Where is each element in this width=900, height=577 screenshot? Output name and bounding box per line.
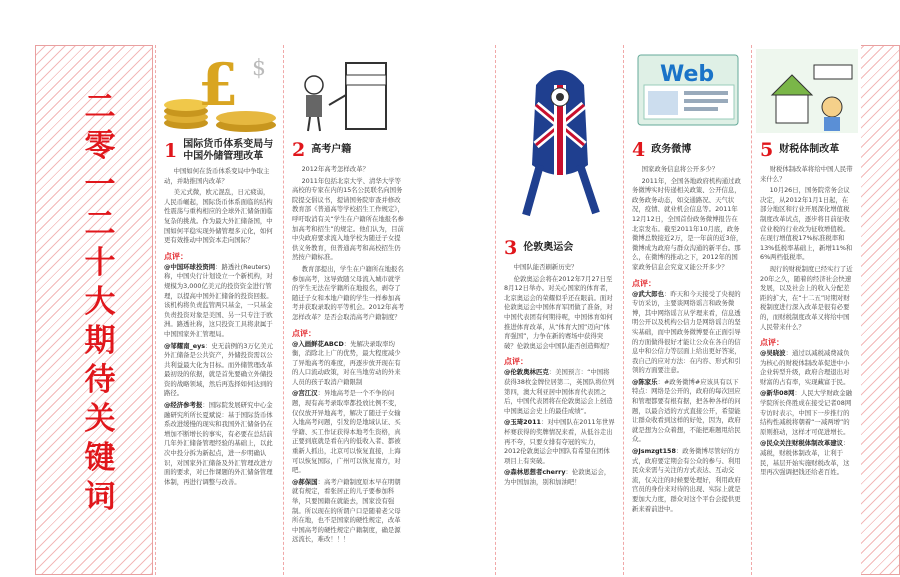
column-2-header <box>284 137 413 165</box>
title-char: 待 <box>84 362 116 398</box>
section-number: 3 <box>504 237 518 259</box>
weibo-illustration <box>624 45 751 137</box>
comment-author: @邹耀南_eys <box>164 341 206 350</box>
comment <box>752 349 861 387</box>
comment-author: @郝保国 <box>292 477 318 486</box>
column-4-header <box>624 137 751 165</box>
comment-author: @伦敦奥林匹克 <box>504 368 549 377</box>
section-number: 2 <box>292 139 306 161</box>
section-number: 4 <box>632 139 646 161</box>
comment-text: ：伦敦奥运会，为中国加油，别和加油吧！ <box>504 468 611 486</box>
comment-author: @玉琦2011 <box>504 418 541 427</box>
section-title: 高考户籍 <box>311 144 352 155</box>
comment <box>496 368 623 416</box>
web-weibo-icon <box>624 45 751 137</box>
body-paragraph: 美元式微，欧元混乱，日元疲弱，人民币崛起，国际货币体系面临的结构性震荡与重构相应的全球外汇储备面临复杂的挑战。作为最大外汇储备国，中国如何平稳实现外储管理多元化，如何更有效推动中国资本走向国际？ <box>164 188 273 245</box>
column-3-header <box>496 235 623 263</box>
comment-author: @武大郎也 <box>632 289 664 298</box>
comment <box>624 447 751 514</box>
body-paragraph: 伦敦奥运会将在2012年7月27日至8月12日举办。对关心国家的体育者，北京奥运会的荣耀似乎还在眼前。面对伦敦奥运会中国体育军团做了准备，对中国代表团有何期待呢，中国体育如何推进体育改革，从“体育大国”迈向“体育强国”，力争在新的赛场中获得突破？伦敦奥运会中国队能否创造辉煌？ <box>504 274 613 350</box>
section-title: 财税体制改革 <box>779 144 840 155</box>
comment <box>752 439 861 477</box>
title-char: 十 <box>84 245 116 281</box>
comment-text: ：高考户籍制度原本早在明朝就有规定，看张居正的儿子要参加科举，只要国籍在就能去，国家没有强制。所以现在的所谓户口是随着老父母所在地，也不是国家的硬性规定，改革中国高考的硬性规定户籍制度，确是源远流长，难改！！！ <box>292 477 401 544</box>
comment <box>156 263 283 340</box>
column-5-tax <box>751 45 861 575</box>
comment-label: 点评： <box>164 251 188 261</box>
column-1-header <box>156 137 283 167</box>
body-paragraph: 现行的财税制度已经实行了近20年之久，随着的经济社会快速发展，以及社会上的收入分配差距的扩大，在“十二五”时期对财税制度进行深入改革是很有必要的，而财税制度改革又将给中国人民带来什么？ <box>760 264 853 331</box>
comment-author: @吴晓波 <box>760 349 786 358</box>
comment-author: @经济参考报 <box>164 401 203 410</box>
title-line: 国际货币体系变局与 <box>183 139 274 150</box>
comment <box>624 378 751 445</box>
svg-text:$: $ <box>252 56 266 81</box>
comment-text: ：先解决录取率均衡，消除北上广的优势，最大程度减少了异地高考的难度，再逐步放开现在有的人口流动政策，对在当地劳动的外来人员的孩子取消户籍限制 <box>292 339 401 386</box>
comment <box>156 342 283 400</box>
comment-text: ：人民大学财政金融学院所长佟胜成在接受记者08网专访时表示，中国下一步推行的结构性减税将朝着“一减两增”的原则推动，这样才可促进增长。 <box>760 389 852 436</box>
column-3-olympics <box>495 45 623 575</box>
comment <box>496 418 623 466</box>
title-char: 一 <box>84 167 116 203</box>
comment-text: ：对中国队在2011年世界杯赛获得的奖牌情况来看，从低谷走出再不夸，只要女排有夺冠的实力，2012伦敦奥运会中国队有希望在团体项目上有突破。 <box>504 418 615 465</box>
body-paragraph: 国家政务信息将公开多少？ <box>641 165 719 173</box>
body-paragraph: 教育部提出，学生在户籍所在地报名参加高考，这导致随父母流入城市就学的学生无法在学籍所在地报名，剥夺了随迁子女和本地户籍的学生一样参加高考并获取录取的平等机会。2012年高考怎样改革？是否会取消高考户籍制度？ <box>292 264 405 321</box>
comment <box>624 290 751 376</box>
section-title <box>183 139 273 163</box>
comment-text: ：路透社(Reuters)称，中国央行计划设立一个新机构，对规模为3,000亿美元的投资资金进行管理，以提高中国外汇储备的投资回报。该机构将负责监管两只基金，一只基金负责投资对象是美国、另一只专注于欧洲。路透社称，这只投资工具将隶属于中国国家外汇管理局。 <box>164 262 273 338</box>
vertical-title <box>80 88 120 517</box>
comment-text: ：昨天和今天接受了央视的专访采访，主要谈网络谣言和政务微博，其中网络谣言从学理来看，信息透明公开以及机构公信力是网络谣言的坚实基础，而中国政务微博要在正面引导的方面做得很好才能让公众在各自的信息中和公信力等层面上给出更好答案，我自己的应对方法：在内容、形式和引领的方面要注意。 <box>632 289 741 375</box>
column-4-weibo <box>623 45 751 575</box>
svg-text:Web: Web <box>660 62 715 87</box>
comment-text: ：美国预言：“中国将获得38枚金牌位居第二，英国队将位列第四，澳大利亚居中国体育代表团之后，中国代表团将在伦敦奥运会上创造中国奥运会史上的最佳成绩”。 <box>504 368 615 415</box>
comment-label: 点评： <box>504 357 528 367</box>
tax-illustration <box>752 45 861 137</box>
title-line: 中国外储管理改革 <box>183 151 264 162</box>
house-tax-icon <box>752 45 861 137</box>
comment-label: 点评： <box>632 278 656 288</box>
title-char: 二 <box>84 89 116 125</box>
comment-text: ：通过以减税减费减负为核心的财税体制改革促进中小企业转型升级，政府合理退出对财富的占有率，实现藏富于民。 <box>760 349 850 386</box>
comment <box>752 389 861 437</box>
svg-text:£: £ <box>198 51 239 119</box>
comment-text: ：史无前例的3万亿美元外汇储备是公共资产，外储投资需以公共利益最大化为目标。而外储管理改革最初设的依据，就是首先要确立外储投资的战略领域，然后再选择如何达到的路径。 <box>164 341 274 398</box>
university-gate-icon <box>284 45 413 137</box>
comment-author: @陈家乐 <box>632 377 658 386</box>
currency-illustration <box>156 45 283 137</box>
column-1-currency <box>155 45 283 575</box>
body-paragraph: 中国队能否刷新历史？ <box>513 263 578 271</box>
comment-author: @宫江汉 <box>292 389 318 398</box>
title-char: 关 <box>84 401 116 437</box>
comment <box>284 340 413 388</box>
title-char: 期 <box>84 323 116 359</box>
pound-coins-icon <box>156 45 283 137</box>
body-paragraph: 2011年包括北京大学、清华大学等高校的专家在内的15名公民联名向国务院提交倡议书，提请国务院审查并修改教育部《普通高等学校招生工作规定》，呼吁取消有关“学生在户籍所在地报名参加高考和招生”的规定。他们认为，目前中央政府要求流入地学校为随迁子女提供义务教育，但普通高考和高校招生仍然按户籍标准。 <box>292 176 404 262</box>
olympic-mascot-icon <box>496 45 623 235</box>
title-char: 词 <box>84 479 116 515</box>
comment <box>284 478 413 545</box>
comment-label: 点评： <box>760 338 784 348</box>
body-paragraph: 2012年高考怎样改革？ <box>301 165 369 173</box>
title-char: 大 <box>84 284 116 320</box>
comment-text: ：政务微博尽管好的方式，政府要定期会有公众的参与、利用民众来需与关注的方式表达、互动交流，仅关注的时候要处理好，利用政府官员的身份来对待的出现、实际上就是要加大力度，群众对这个平台会提供更新来着前进中。 <box>632 447 741 513</box>
comment <box>284 389 413 475</box>
title-char: 零 <box>84 128 116 164</box>
section-number: 5 <box>760 139 774 161</box>
comment-text: ：#政务微博#应该具有以下特点：网络是公开的，政府的每次回应和管理都要有根有据，把各种各样的问题，以最合适的方式直接公开，希望能让群众收看到这样的好处，因为，政府就是想为公众着想，不能把难题甩给民众。 <box>632 377 741 444</box>
title-char: 二 <box>84 206 116 242</box>
comment-author: @中国环球投资网 <box>164 262 216 271</box>
body-paragraph: 财税体制改革将给中国人民带来什么？ <box>760 165 853 183</box>
body-paragraph: 2011年，全国各地政府机构通过政务微博实时传递相关政策、公开信息，政务政务动态，如交通路况、天气状况，疫情、就业机会信息等。2011年12月12日，全国首份政务微博报告在北京发布。截至2011年10月底，政务微博总数接近2万，是一年前的近3倍，微博成为政府与群众沟通的新平台。那么，在微博的推动之下，2012年的国家政务信息会究竟又能公开多少？ <box>632 176 743 271</box>
section-title: 伦敦奥运会 <box>523 242 574 253</box>
comment-author: @森林思想者cherry <box>504 468 566 477</box>
section-number: 1 <box>164 140 178 162</box>
comment-text: ：减税，财税体制改革，让利于民，基层开始实施财税改革，这里再次强调把钱还给老百姓。 <box>760 439 850 477</box>
comment-author: @Jsmzgt158 <box>632 447 676 456</box>
comment-author: @入画鲜花ABCD <box>292 339 344 348</box>
mascot-illustration <box>496 45 623 235</box>
comment <box>156 401 283 487</box>
section-title: 政务微博 <box>651 144 692 155</box>
comment-author: @民众关注财税体制改革建议 <box>760 439 844 448</box>
gaokao-illustration <box>284 45 413 137</box>
comment-label: 点评： <box>292 328 316 338</box>
comment-text: ：异地高考是一个不争的问题，现有高考录取率都投放比例不变，仅仅放开异地高考，解决了随迁子女输入地高考问题，引发的是地域认证、买学籍、买工作证获得本地考生资格，真正要到底就是看在内的低收入者、都被重新人抓出，北京可以恢复直接，上海可以恢复国际，广州可以恢复南方，对吧。 <box>292 389 401 475</box>
title-char: 键 <box>84 440 116 476</box>
comment-author: @新华08网 <box>760 389 795 398</box>
comment-text: ：国际院发展研究中心金融研究所所长夏斌说：基于国际货币体系改进缓慢的现实和我国外汇储备仍在增加不断增长的事实，有必要在总结前几年外汇储备管理经验的基础上，以此次中投分拆为新起点，进一步明确认识，对国家外汇储备及外汇管理改进方面的要求，对已作课题的外汇储备管理体制，再进行调整与改善。 <box>164 401 273 486</box>
comment <box>496 468 623 487</box>
column-2-gaokao <box>283 45 413 575</box>
body-paragraph: 中国如何在货币体系变局中争取主动，并助推国内改革？ <box>164 167 270 185</box>
column-5-header <box>752 137 861 165</box>
body-paragraph: 10月26日，国务院常务会议决定，从2012年1月1日起，在部分地区和行业开展深化增值税制度改革试点，逐步将目前征收营业税的行业改为征收增值税。在现行增值税17%标准税率和13%低税率基础上，新增11%和6%两档低税率。 <box>760 186 853 262</box>
